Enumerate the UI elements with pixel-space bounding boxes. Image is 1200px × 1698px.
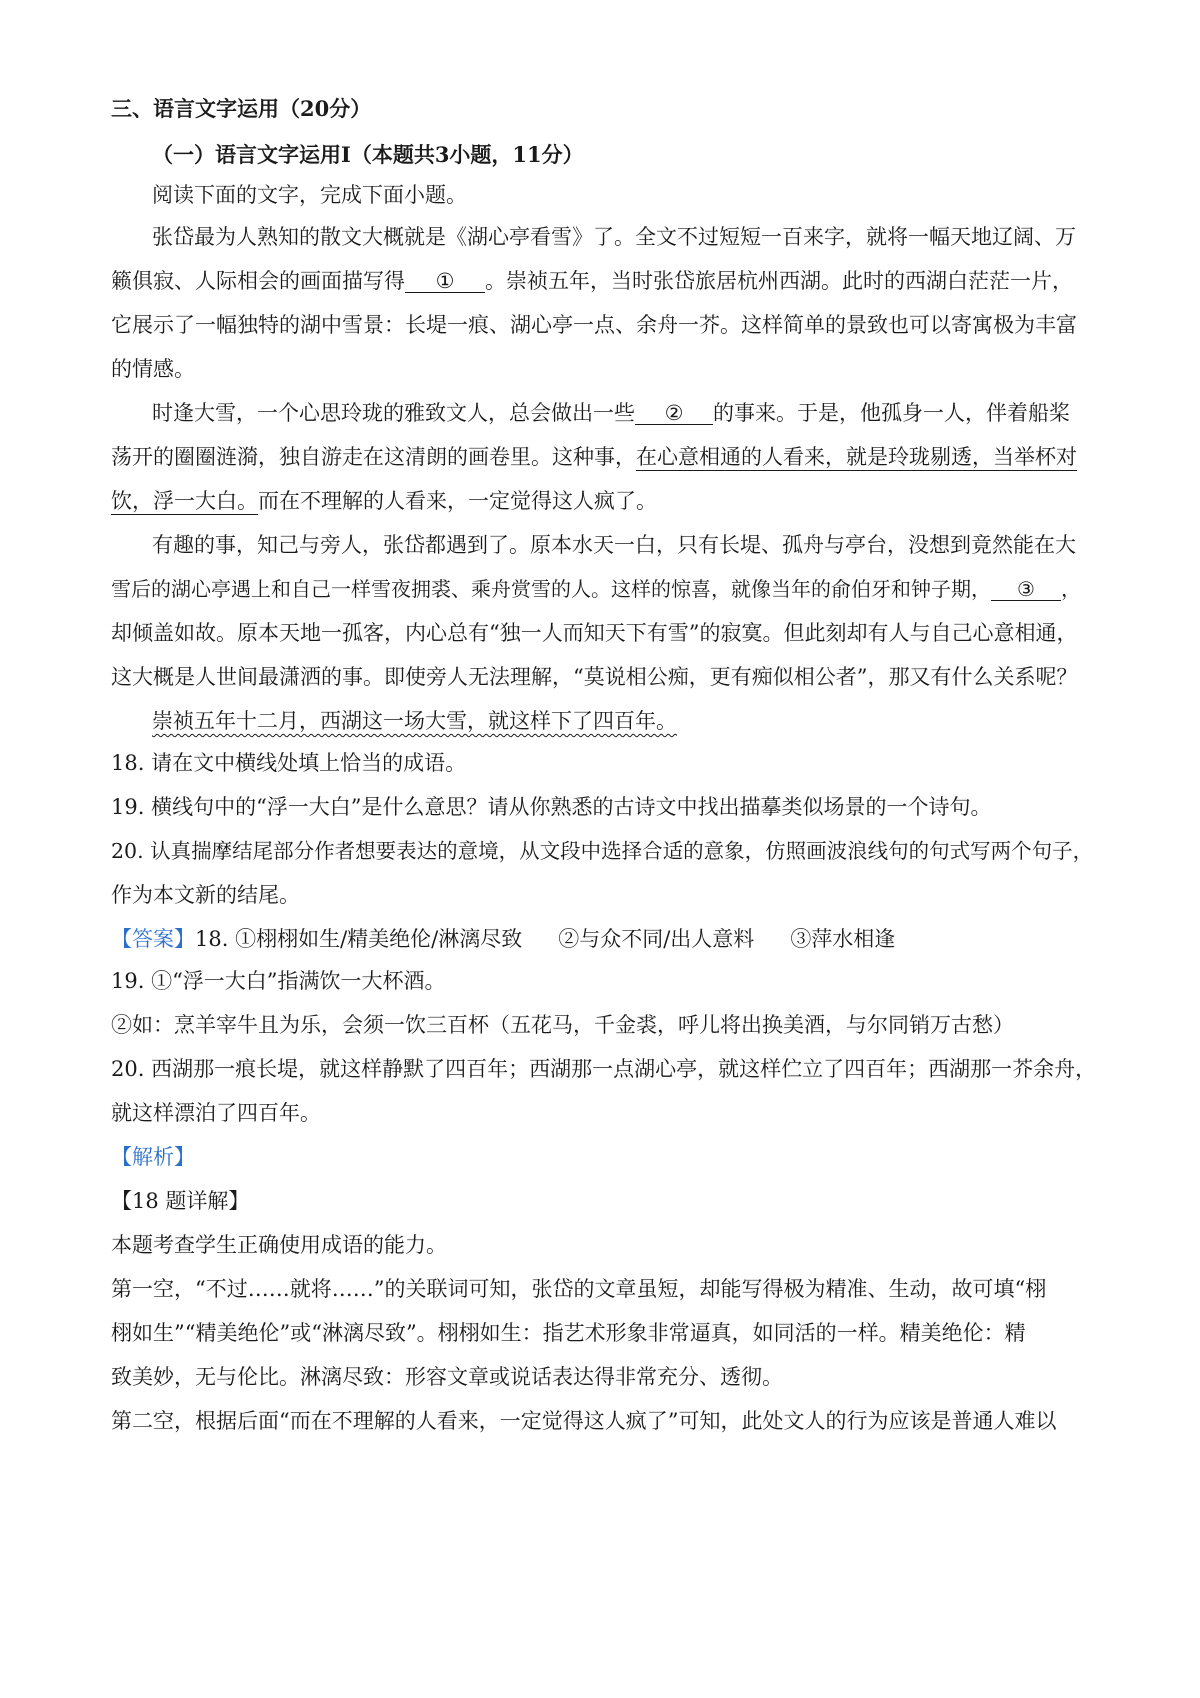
passage-p1-line3: 它展示了一幅独特的湖中雪景：长堤一痕、湖心亭一点、余舟一芥。这样简单的景致也可以寄寓极为丰富 (111, 313, 1077, 337)
passage-p1-line4: 的情感。 (111, 357, 195, 381)
section-title: 三、语言文字运用（20分） (111, 96, 372, 121)
analysis-text-3-line1: 第二空，根据后面“而在不理解的人看来，一定觉得这人疯了”可知，此处文人的行为应该是普通人难以 (111, 1409, 1057, 1433)
passage-intro: 阅读下面的文字，完成下面小题。 (152, 183, 467, 207)
passage-p2-line1: 时逢大雪，一个心思玲珑的雅致文人，总会做出一些 ② 的事来。于是，他孤身一人，伴着船桨 (152, 401, 1070, 425)
wavy-underlined-sentence: 崇祯五年十二月，西湖这一场大雪，就这样下了四百年。 (152, 709, 677, 733)
passage-p2-line2: 荡开的圈圈涟漪，独自游走在这清朗的画卷里。这种事，在心意相通的人看来，就是玲珑剔透，当举杯对 (111, 445, 1077, 469)
question-20-line1: 20. 认真揣摩结尾部分作者想要表达的意境，从文段中选择合适的意象，仿照画波浪线句的句式写两个句子， (111, 839, 1094, 863)
question-20-line2: 作为本文新的结尾。 (111, 883, 300, 907)
passage-p3-line1: 有趣的事，知己与旁人，张岱都遇到了。原本水天一白，只有长堤、孤舟与亭台，没想到竟然能在大 (152, 533, 1076, 557)
passage-p3-line3: 却倾盖如故。原本天地一孤客，内心总有“独一人而知天下有雪”的寂寞。但此刻却有人与自己心意相通， (111, 621, 1078, 645)
passage-p1-line2: 籁俱寂、人际相会的画面描写得 ① 。崇祯五年，当时张岱旅居杭州西湖。此时的西湖白茫茫一片， (111, 269, 1073, 293)
answer-19-line1: 19. ①“浮一大白”指满饮一大杯酒。 (111, 969, 446, 993)
blank-3: ③ (991, 578, 1061, 601)
question-19: 19. 横线句中的“浮一大白”是什么意思？请从你熟悉的古诗文中找出描摹类似场景的一个诗句。 (111, 795, 992, 819)
underlined-sentence-part1: 在心意相通的人看来，就是玲珑剔透，当举杯对 (636, 445, 1077, 469)
blank-2: ② (635, 402, 713, 425)
analysis-tag: 【解析】 (111, 1145, 195, 1169)
analysis-text-2-line1: 第一空，“不过……就将……”的关联词可知，张岱的文章虽短，却能写得极为精准、生动，故可填“栩 (111, 1277, 1047, 1301)
answer-19-line2: ②如：烹羊宰牛且为乐，会须一饮三百杯（五花马，千金裘，呼儿将出换美酒，与尔同销万古愁） (111, 1013, 1014, 1037)
answer-tag: 【答案】 (111, 927, 195, 951)
passage-p3-line4: 这大概是人世间最潇洒的事。即使旁人无法理解，“莫说相公痴，更有痴似相公者”，那又有什么关系呢？ (111, 665, 1078, 689)
passage-p3-line2: 雪后的湖心亭遇上和自己一样雪夜拥裘、乘舟赏雪的人。这样的惊喜，就像当年的俞伯牙和钟子期， ③ ， (111, 577, 1081, 601)
blank-1: ① (405, 270, 485, 293)
question-18: 18. 请在文中横线处填上恰当的成语。 (111, 751, 467, 775)
underlined-sentence-part2: 饮，浮一大白。 (111, 489, 258, 513)
analysis-heading-18: 【18 题详解】 (111, 1189, 250, 1213)
analysis-text-1: 本题考查学生正确使用成语的能力。 (111, 1233, 447, 1257)
section-subtitle: （一）语言文字运用Ⅰ（本题共3小题，11分） (152, 142, 584, 167)
answer-20-line2: 就这样漂泊了四百年。 (111, 1101, 321, 1125)
analysis-text-2-line3: 致美妙，无与伦比。淋漓尽致：形容文章或说话表达得非常充分、透彻。 (111, 1365, 783, 1389)
passage-p1-line1: 张岱最为人熟知的散文大概就是《湖心亭看雪》了。全文不过短短一百来字，就将一幅天地辽阔、万 (152, 225, 1076, 249)
answer-20-line1: 20. 西湖那一痕长堤，就这样静默了四百年；西湖那一点湖心亭，就这样伫立了四百年；西湖那一芥余舟， (111, 1057, 1097, 1081)
answer-18: 【答案】18. ①栩栩如生/精美绝伦/淋漓尽致 ②与众不同/出人意料 ③萍水相逢 (111, 927, 896, 951)
passage-p2-line3: 饮，浮一大白。而在不理解的人看来，一定觉得这人疯了。 (111, 489, 657, 513)
passage-p4 (152, 706, 1142, 736)
analysis-text-2-line2: 栩如生”“精美绝伦”或“淋漓尽致”。栩栩如生：指艺术形象非常逼真，如同活的一样。精美绝伦：精 (111, 1321, 1026, 1345)
